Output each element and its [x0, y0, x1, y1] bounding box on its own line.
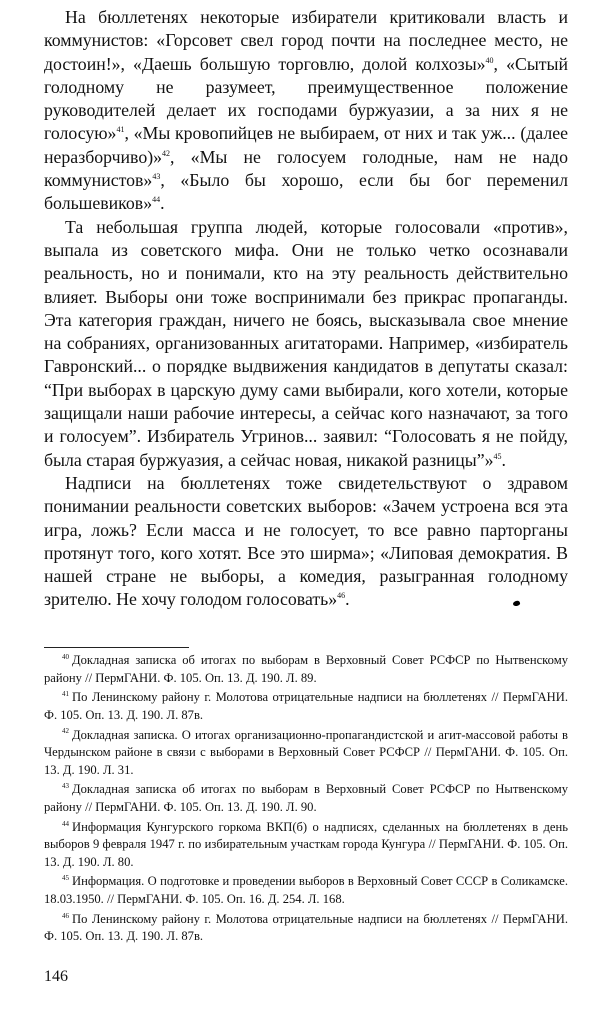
footnote-ref-44: 44: [152, 195, 161, 205]
footnote-44: $^{44}$ Информация Кунгурского горкома ВКП(б) о надписях, сделанных на бюллетенях в день выборов 9 февраля 1947 г. по избирательным участкам города Кунгура // ПермГАНИ. Ф. 105. Оп. 13. Д. 190. Л. 80.: [44, 819, 568, 869]
footnote-ref-40: 40: [485, 55, 494, 65]
footnote-41: $^{41}$ По Ленинскому району г. Молотова отрицательные надписи на бюллетенях // ПермГАНИ. Ф. 105. Оп. 13. Д. 190. Л. 87в.: [44, 690, 568, 722]
paragraph-1: На бюллетенях некоторые избиратели критиковали власть и коммунистов: «Горсовет свел город почти на последнее место, не достоин!», «Даешь большую торговлю, долой колхозы»$^{40}$, «Сытый голодному не разумеет, преимущественное положение руководителей делает их господами буржуазии, а за них я не голосую»$^{41}$, «Мы кровопийцев не выбираем, от них и так уж... (далее неразборчиво)»$^{42}$, «Мы не голосуем голодные, нам не надо коммунистов»$^{43}$, «Было бы хорошо, если бы бог переменил большевиков»$^{44}$.: [44, 7, 568, 214]
paragraph-2: Та небольшая группа людей, которые голосовали «против», выпала из советского мифа. Они не только четко осознавали реальность, но и понимали, кто на эту реальность действительно влияет. Выборы они тоже воспринимали без прикрас пропаганды. Эта категория граждан, ничего не боясь, высказывала свое мнение на собраниях, организованных агитаторами. Например, «избиратель Гавронский... о порядке выдвижения кандидатов в депутаты сказал: “При выборах в царскую думу сами выбирали, кого хотели, которые защищали наши рабочие интересы, а сейчас кого назначают, за того и голосуем”. Избиратель Угринов... заявил: “Голосовать я не пойду, была старая буржуазия, а сейчас новая, никакой разницы”»$^{45}$.: [44, 216, 568, 470]
paragraph-3: Надписи на бюллетенях тоже свидетельствуют о здравом понимании реальности советских выборов: «Зачем устроена вся эта игра, ложь? Если масса и не голосует, то все равно парторганы протянут того, кого хотят. Все это ширма»; «Липовая демократия. В нашей стране не выборы, а комедия, разыгранная голодному зрителю. Не хочу голодом голосовать»$^{46}$.: [44, 472, 568, 610]
footnote-ref-43: 43: [152, 172, 161, 182]
footnote-ref-45: 45: [493, 451, 502, 461]
footnote-separator: [44, 647, 189, 648]
main-text: [44, 6, 568, 612]
footnote-42: $^{42}$ Докладная записка. О итогах организационно-пропагандистской и агит-массовой работы в Чердынском районе в связи с выборами в Верховный Совет РСФСР // ПермГАНИ. Ф. 105. Оп. 13. Д. 190. Л. 31.: [44, 727, 568, 777]
footnote-ref-46: 46: [337, 591, 346, 601]
footnote-40: $^{40}$ Докладная записка об итогах по выборам в Верховный Совет РСФСР по Нытвенскому району // ПермГАНИ. Ф. 105. Оп. 13. Д. 190. Л. 89.: [44, 652, 568, 685]
footnotes: [44, 652, 568, 948]
page-number: 146: [44, 968, 68, 985]
footnote-43: $^{43}$ Докладная записка об итогах по выборам в Верховный Совет РСФСР по Нытвенскому району // ПермГАНИ. Ф. 105. Оп. 13. Д. 190. Л. 90.: [44, 782, 568, 814]
footnote-ref-42: 42: [162, 148, 171, 158]
footnote-45: $^{45}$ Информация. О подготовке и проведении выборов в Верховный Совет СССР в Соликамске. 18.03.1950. // ПермГАНИ. Ф. 105. Оп. 16. Д. 254. Л. 168.: [44, 874, 568, 906]
footnote-46: $^{46}$ По Ленинскому району г. Молотова отрицательные надписи на бюллетенях // ПермГАНИ. Ф. 105. Оп. 13. Д. 190. Л. 87в.: [44, 911, 568, 944]
footnote-ref-41: 41: [116, 125, 125, 135]
